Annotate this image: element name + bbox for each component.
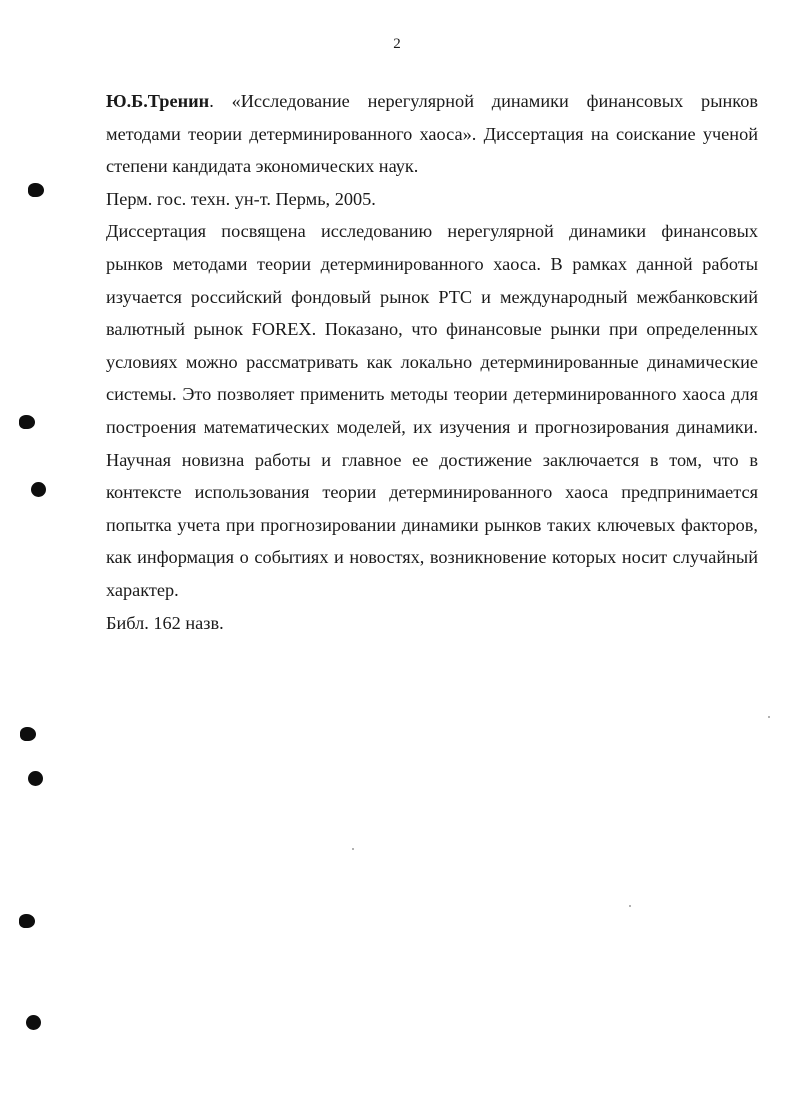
scan-speck [629,905,631,907]
scan-speck [768,716,770,718]
scan-speck [352,848,354,850]
abstract-body: Диссертация посвящена исследованию нерегулярной динамики финансовых рынков методами теории детерминированного хаоса. В рамках данной работы изучается российский фондовый рынок РТС и международный межбанковский валютный рынок FOREX. Показано, что финансовые рынки при определенных условиях можно рассматривать как локально детерминированные динамические системы. Это позволяет применить методы теории детерминированного хаоса для построения математических моделей, их изучения и прогнозирования динамики. Научная новизна работы и главное ее достижение заключается в том, что в контексте использования теории детерминированного хаоса предпринимается попытка учета при прогнозировании динамики рынков таких ключевых факторов, как информация о событиях и новостях, возникновение которых носит случайный характер. [106,221,758,600]
punch-hole-marker [19,914,35,928]
punch-hole-marker [26,1015,41,1030]
abstract-text [106,85,758,639]
punch-hole-marker [28,771,43,786]
punch-hole-marker [31,482,46,497]
institution-line: Перм. гос. техн. ун-т. Пермь, 2005. [106,188,376,209]
punch-hole-marker [19,415,35,429]
bibliography-count: Библ. 162 назв. [106,612,224,633]
title-paragraph [106,85,758,183]
punch-hole-marker [20,727,36,741]
dissertation-title: . «Исследование нерегулярной динамики финансовых рынков методами теории детерминированного хаоса». Диссертация на соискание ученой степени кандидата экономических наук. [106,91,758,177]
author-name: Ю.Б.Тренин [106,91,210,111]
page-number: 2 [393,36,401,52]
punch-hole-marker [28,183,44,197]
